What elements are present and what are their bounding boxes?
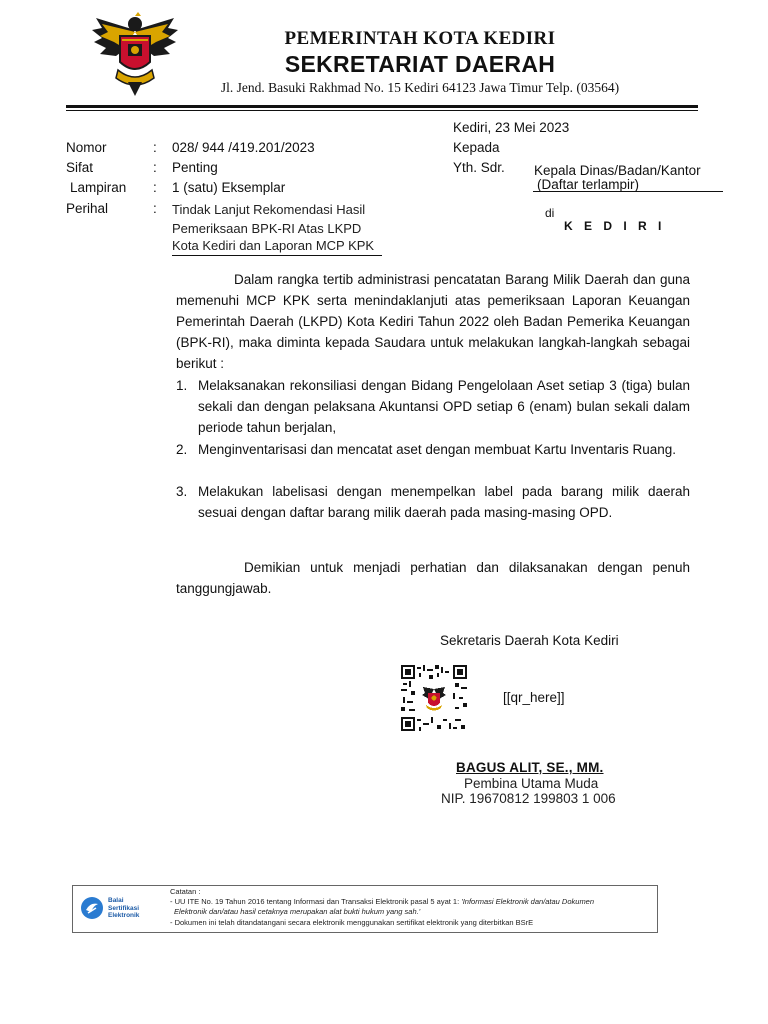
recipient-city: K E D I R I bbox=[564, 219, 666, 233]
qr-code-icon bbox=[401, 665, 467, 731]
list-item-number: 2. bbox=[176, 442, 188, 457]
sifat-label: Sifat bbox=[66, 160, 94, 175]
list-item-number: 3. bbox=[176, 484, 188, 499]
signature-title: Sekretaris Daerah Kota Kediri bbox=[440, 633, 619, 648]
signatory-nip: NIP. 19670812 199803 1 006 bbox=[441, 791, 616, 806]
list-item-number: 1. bbox=[176, 378, 188, 393]
letterhead-divider-thin bbox=[66, 110, 698, 111]
nomor-label: Nomor bbox=[66, 140, 107, 155]
perihal-line-3: Kota Kediri dan Laporan MCP KPK bbox=[172, 238, 375, 253]
lampiran-colon: : bbox=[153, 180, 157, 195]
perihal-label: Perihal bbox=[66, 201, 109, 216]
closing-paragraph: Demikian untuk menjadi perhatian dan dilaksanakan dengan penuh tanggungjawab. bbox=[176, 560, 690, 596]
list-item-text: Melaksanakan rekonsiliasi dengan Bidang Pengelolaan Aset setiap 3 (tiga) bulan sekali dan dengan pelaksana Akuntansi OPD setiap 6 (enam) bulan sekali dalam periode tahun berjalan, bbox=[198, 378, 690, 435]
kepada-label: Kepada bbox=[453, 140, 500, 155]
qr-placeholder: [[qr_here]] bbox=[503, 690, 565, 705]
letterhead-office: SEKRETARIAT DAERAH bbox=[284, 51, 556, 77]
sifat-value: Penting bbox=[172, 160, 218, 175]
bsre-logo-icon bbox=[80, 896, 104, 920]
intro-paragraph: Dalam rangka tertib administrasi pencatatan Barang Milik Daerah dan guna memenuhi MCP KPK serta menindaklanjuti atas pemeriksaan Laporan Keuangan Pemerintah Daerah (LKPD) Kota Kediri Tahun 2022 oleh Badan Pemerika Keuangan (BPK-RI), maka diminta kepada Saudara untuk melakukan langkah-langkah sebagai berikut : bbox=[176, 272, 690, 371]
sifat-colon: : bbox=[153, 160, 157, 175]
place-date: Kediri, 23 Mei 2023 bbox=[453, 120, 570, 135]
lampiran-value: 1 (satu) Eksemplar bbox=[172, 180, 286, 195]
list-item-text: Melakukan labelisasi dengan menempelkan label pada barang milik daerah sesuai dengan daftar barang milik daerah pada masing-masing OPD. bbox=[198, 484, 690, 520]
letterhead-address: Jl. Jend. Basuki Rakhmad No. 15 Kediri 64123 Jawa Timur Telp. (03564) bbox=[220, 80, 620, 95]
nomor-value: 028/ 944 /419.201/2023 bbox=[172, 140, 315, 155]
recipient-underline bbox=[533, 191, 723, 192]
list-item-text: Menginventarisasi dan mencatat aset dengan membuat Kartu Inventaris Ruang. bbox=[198, 442, 677, 457]
letterhead-government: PEMERINTAH KOTA KEDIRI bbox=[284, 28, 556, 49]
perihal-underline bbox=[172, 255, 382, 256]
letterhead-divider bbox=[66, 105, 698, 108]
kediri-emblem-icon bbox=[88, 10, 182, 98]
footer-line-2: Elektronik dan/atau hasil cetaknya merupakan alat bukti hukum yang sah.' bbox=[174, 907, 421, 916]
nomor-colon: : bbox=[153, 140, 157, 155]
signatory-rank: Pembina Utama Muda bbox=[464, 776, 599, 791]
recipient-note: (Daftar terlampir) bbox=[537, 177, 640, 192]
signatory-name: BAGUS ALIT, SE., MM. bbox=[456, 760, 604, 775]
perihal-line-1: Tindak Lanjut Rekomendasi Hasil bbox=[172, 202, 366, 217]
di-label: di bbox=[545, 206, 555, 220]
footer-line-1: - UU ITE No. 19 Tahun 2016 tentang Informasi dan Transaksi Elektronik pasal 5 ayat 1: 'Informasi Elektronik dan/atau Dokumen bbox=[170, 897, 595, 906]
footer-line-3: - Dokumen ini telah ditandatangani secara elektronik menggunakan sertifikat elektronik yang diterbitkan BSrE bbox=[170, 918, 534, 927]
bsre-logo-text: Balai Sertifikasi Elektronik bbox=[108, 897, 140, 919]
footer-catatan: Catatan : bbox=[170, 887, 201, 896]
yth-label: Yth. Sdr. bbox=[453, 160, 505, 175]
recipient-name: Kepala Dinas/Badan/Kantor bbox=[534, 163, 701, 178]
perihal-colon: : bbox=[153, 201, 157, 216]
perihal-line-2: Pemeriksaan BPK-RI Atas LKPD bbox=[172, 221, 362, 236]
lampiran-label: Lampiran bbox=[70, 180, 127, 195]
